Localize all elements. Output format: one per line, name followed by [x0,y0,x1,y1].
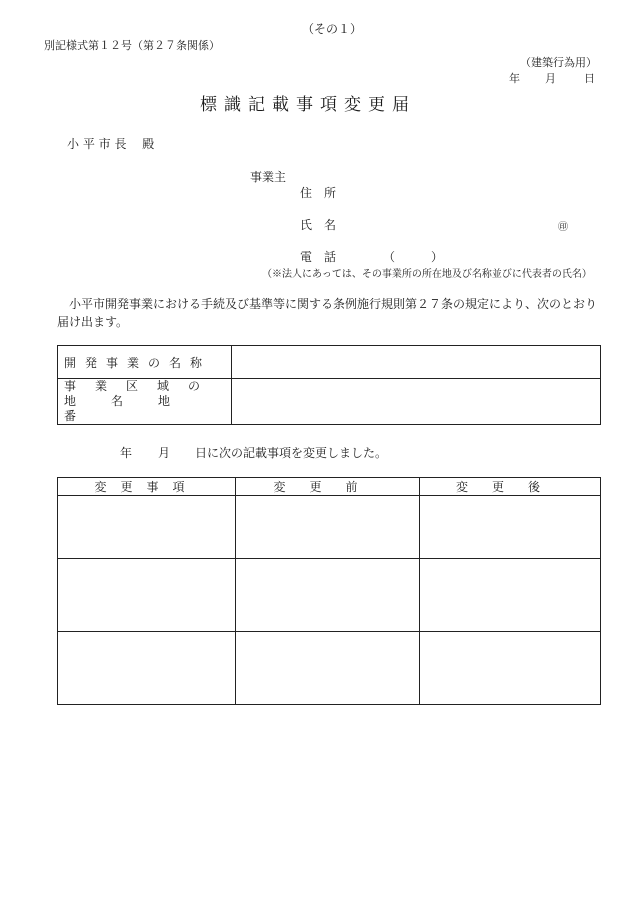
addressee: 小 平 市 長 殿 [67,137,155,151]
site-location-label [58,379,232,425]
date-year: 年 [509,72,520,85]
header-change-item: 変更事項 [58,478,236,496]
form-reference: 別記様式第１２号（第２７条関係） [44,39,220,52]
before-cell[interactable] [236,632,420,705]
after-cell[interactable] [420,559,601,632]
usage-note: （建築行為用） [520,56,597,69]
change-row [58,632,601,705]
site-location-row [58,379,601,425]
applicant-label: 事業主 [250,170,287,184]
corporation-note: （※法人にあっては、その事業所の所在地及び名称並びに代表者の氏名） [262,269,592,280]
seal-mark: ㊞ [558,222,568,233]
phone-label: 電 話 [300,250,337,264]
change-item-cell[interactable] [58,632,236,705]
development-name-row [58,346,601,379]
development-info-table [57,345,601,425]
change-row [58,559,601,632]
address-label: 住 所 [300,186,337,200]
change-month: 月 [158,446,171,460]
change-item-cell[interactable] [58,496,236,559]
date-month: 月 [545,72,556,85]
change-table-header [58,478,601,496]
site-location-label-line1: 事業区域の [64,379,220,393]
form-title: 標識記載事項変更届 [200,95,416,115]
header-after: 変更後 [420,478,601,496]
change-year: 年 [120,446,133,460]
site-location-label-line2: 地名地番 [64,394,206,423]
name-label: 氏 名 [300,218,337,232]
change-items-table [57,477,601,705]
change-statement: 日に次の記載事項を変更しました。 [195,446,388,460]
site-location-field[interactable] [232,379,601,425]
after-cell[interactable] [420,496,601,559]
before-cell[interactable] [236,496,420,559]
after-cell[interactable] [420,632,601,705]
date-day: 日 [584,72,595,85]
change-item-cell[interactable] [58,559,236,632]
development-name-field[interactable] [232,346,601,379]
development-name-text: 開発事業の名称 [64,355,212,370]
before-cell[interactable] [236,559,420,632]
phone-parentheses: （ ） [383,250,444,264]
page-number: （その１） [302,22,363,36]
header-before: 変更前 [236,478,420,496]
development-name-label [58,346,232,379]
change-row [58,496,601,559]
declaration-text: 小平市開発事業における手続及び基準等に関する条例施行規則第２７条の規定により、次のとおり届け出ます。 [57,297,598,329]
